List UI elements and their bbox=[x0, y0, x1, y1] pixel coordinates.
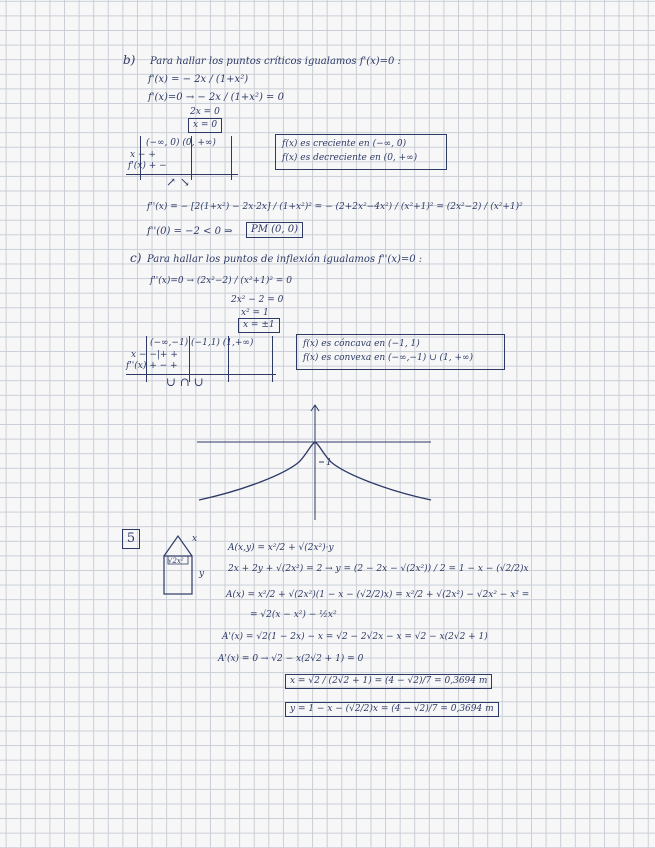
part-b-second-derivative: f''(x) = − [2(1+x²) − 2x·2x] / (1+x²)² = − (2+2x²−4x²) / (x²+1)² = (2x²−2) / (x²+1)² bbox=[147, 202, 523, 212]
figure-label-y: y bbox=[199, 569, 205, 579]
function-sketch bbox=[195, 402, 435, 522]
section-5-number: 5 bbox=[122, 529, 140, 549]
part-b-first-derivative: f'(x) = − 2x / (1+x²) bbox=[148, 74, 249, 85]
part-b-equation-2: 2x = 0 bbox=[190, 107, 220, 117]
part-b-note-decreasing: f(x) es decreciente en (0, +∞) bbox=[282, 153, 418, 163]
table-c-row-x: x − −|+ + bbox=[131, 350, 178, 360]
section-5-result-x: x = √2 / (2√2 + 1) = (4 − √2)/7 = 0,3694 m bbox=[285, 674, 492, 689]
part-b-result: x = 0 bbox=[188, 118, 222, 133]
section-5-line-5: A'(x) = √2(1 − 2x) − x = √2 − 2√2x − x = √2 − x(2√2 + 1) bbox=[222, 632, 488, 642]
part-c-equation-2: 2x² − 2 = 0 bbox=[231, 295, 284, 305]
table-c-curvature-shapes: ∪ ∩ ∪ bbox=[166, 375, 204, 389]
figure-label-x: x bbox=[192, 534, 198, 544]
part-b-label: b) bbox=[123, 53, 136, 67]
window-figure-roof bbox=[164, 536, 192, 556]
section-5-line-4: = √2(x − x²) − ½x² bbox=[250, 610, 337, 620]
part-c-note-convex: f(x) es convexa en (−∞,−1) ∪ (1, +∞) bbox=[303, 353, 474, 363]
table-b-row-fprime: f'(x) + − bbox=[128, 161, 167, 171]
part-b-intro: Para hallar los puntos críticos igualamos f'(x)=0 : bbox=[150, 56, 401, 67]
section-5-line-6: A'(x) = 0 → √2 − x(2√2 + 1) = 0 bbox=[218, 654, 364, 664]
table-c-header: (−∞,−1) (−1,1) (1,+∞) bbox=[150, 338, 254, 348]
graph-tick-label: 1 bbox=[326, 458, 332, 468]
part-b-second-derivative-check: f''(0) = −2 < 0 ⇒ bbox=[147, 226, 233, 237]
table-c-row-fsecond: f''(x) + − + bbox=[126, 361, 178, 371]
part-c-result: x = ±1 bbox=[238, 318, 280, 333]
section-5-line-2: 2x + 2y + √(2x²) = 2 → y = (2 − 2x − √(2x²)) / 2 = 1 − x − (√2/2)x bbox=[228, 564, 529, 574]
table-b-header: (−∞, 0) (0, +∞) bbox=[146, 138, 216, 148]
part-b-note-increasing: f(x) es creciente en (−∞, 0) bbox=[282, 139, 407, 149]
part-c-equation-3: x² = 1 bbox=[241, 308, 269, 318]
part-b-equation-1: f'(x)=0 → − 2x / (1+x²) = 0 bbox=[148, 92, 284, 103]
figure-label-diagonal: √2x² bbox=[168, 557, 184, 565]
table-c-divider-4 bbox=[272, 336, 273, 382]
part-b-maximum-point: PM (0, 0) bbox=[246, 222, 303, 238]
section-5-result-y: y = 1 − x − (√2/2)x = (4 − √2)/7 = 0,3694 m bbox=[285, 702, 499, 717]
part-c-note-concave: f(x) es cóncava en (−1, 1) bbox=[303, 339, 420, 349]
table-b-monotonic-arrows: ↗ ↘ bbox=[166, 175, 190, 189]
part-c-equation-1: f''(x)=0 → (2x²−2) / (x²+1)² = 0 bbox=[150, 276, 292, 286]
part-c-label: c) bbox=[130, 251, 142, 265]
part-c-intro: Para hallar los puntos de inflexión igualamos f''(x)=0 : bbox=[147, 254, 423, 265]
section-5-line-3: A(x) = x²/2 + √(2x²)(1 − x − (√2/2)x) = x²/2 + √(2x²) − √2x² − x² = bbox=[226, 590, 530, 600]
section-5-line-1: A(x,y) = x²/2 + √(2x²)·y bbox=[228, 543, 334, 553]
table-b-row-x: x − + bbox=[130, 150, 156, 160]
